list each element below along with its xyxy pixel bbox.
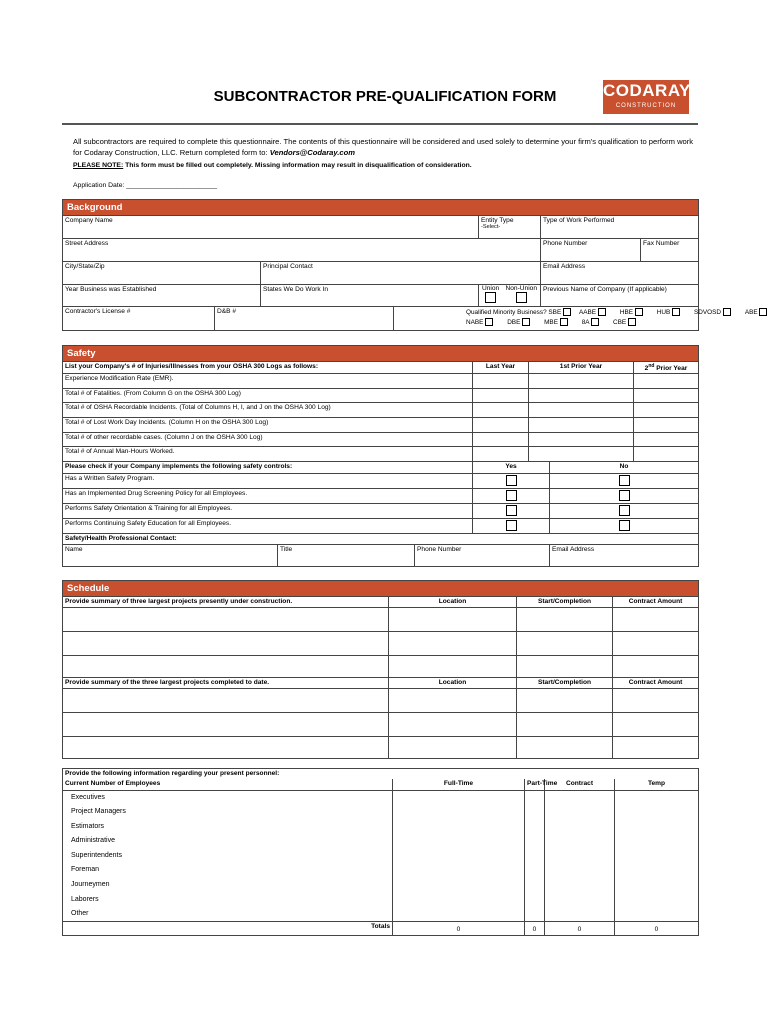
minority-row-1 [396, 308, 758, 318]
personnel-row [63, 820, 699, 835]
intro-body: All subcontractors are required to complete this questionnaire. The contents of this questionnaire will be considered and used solely to determine your firm's qualification to perform work for Codaray Construction, LLC. Return completed form to: [73, 137, 694, 157]
safety-row-label: Total # of Annual Man-Hours Worked. [63, 447, 473, 462]
no-cell [550, 503, 699, 518]
location-cell[interactable] [389, 689, 517, 713]
license-label: Contractor's License # [65, 308, 131, 315]
location-header-1: Location [389, 597, 517, 608]
hbe-label: HBE [619, 309, 633, 316]
personnel-row [63, 805, 699, 820]
mbe-label: MBE [544, 319, 558, 326]
prior2-cell[interactable] [634, 388, 699, 403]
no-checkbox[interactable] [619, 520, 630, 531]
contract-cell[interactable] [545, 820, 615, 835]
nabe-checkbox[interactable] [485, 318, 493, 326]
safety-row [63, 417, 699, 432]
please-note [73, 162, 472, 169]
part-time-cell[interactable] [525, 834, 545, 849]
safety-row-label: Total # of other recordable cases. (Column J on the OSHA 300 Log) [63, 432, 473, 447]
safety-header: Safety [63, 346, 699, 362]
non-union-option [505, 285, 537, 303]
project-cell[interactable] [63, 713, 389, 737]
prior2-header [634, 362, 699, 374]
contract-cell[interactable] [545, 805, 615, 820]
application-date[interactable]: Application Date: ________________________ [73, 182, 217, 189]
fax-field[interactable] [641, 239, 699, 262]
principal-contact-label: Principal Contact [263, 263, 313, 270]
prior1-cell[interactable] [529, 417, 634, 432]
role-label: Other [63, 907, 393, 922]
personnel-row [63, 878, 699, 893]
amount-cell[interactable] [613, 713, 699, 737]
under-construction-header: Provide summary of three largest projects presently under construction. [63, 597, 389, 608]
full-time-cell[interactable] [393, 791, 525, 806]
safety-phone-label: Phone Number [417, 545, 462, 553]
year-established-label: Year Business was Established [65, 286, 157, 293]
personnel-row [63, 834, 699, 849]
prior1-cell[interactable] [529, 374, 634, 389]
states-field[interactable] [261, 285, 479, 307]
safety-row-label: Total # of Fatalities. (From Column G on the OSHA 300 Log) [63, 388, 473, 403]
previous-name-label: Previous Name of Company (If applicable) [543, 286, 667, 293]
non-union-checkbox[interactable] [516, 292, 527, 303]
total-contract: 0 [545, 922, 615, 936]
personnel-row [63, 907, 699, 922]
note-label: PLEASE NOTE: [73, 162, 124, 169]
full-time-cell[interactable] [393, 849, 525, 864]
last-year-cell[interactable] [473, 388, 529, 403]
temp-cell[interactable] [615, 820, 699, 835]
hub-label: HUB [656, 309, 671, 316]
schedule-header: Schedule [63, 581, 699, 597]
abe-option [745, 308, 768, 318]
full-time-cell[interactable] [393, 805, 525, 820]
project-cell[interactable] [63, 608, 389, 632]
control-row [63, 473, 699, 488]
union-cell [479, 285, 541, 307]
personnel-row [63, 863, 699, 878]
personnel-header: Provide the following information regarding your present personnel: [63, 769, 699, 779]
safety-row-label: Total # of OSHA Recordable Incidents. (Total of Columns H, I, and J on the OSHA 300 Log) [63, 403, 473, 418]
entity-type-label: Entity Type [481, 217, 514, 224]
prior1-cell[interactable] [529, 447, 634, 462]
aabe-checkbox[interactable] [598, 308, 606, 316]
injuries-header: List your Company's # of Injuries/Illnesses from your OSHA 300 Logs as follows: [63, 362, 473, 374]
year-established-field[interactable] [63, 285, 261, 307]
header-divider [62, 123, 698, 125]
return-email: Vendors@Codaray.com [269, 148, 356, 157]
prior2-num: 2 [644, 365, 649, 373]
part-time-cell[interactable] [525, 863, 545, 878]
personnel-table [62, 768, 699, 936]
personnel-row [63, 893, 699, 908]
part-time-cell[interactable] [525, 820, 545, 835]
mbe-checkbox[interactable] [560, 318, 568, 326]
start-cell[interactable] [517, 689, 613, 713]
dbe-label: DBE [507, 319, 521, 326]
last-year-cell[interactable] [473, 374, 529, 389]
control-label: Performs Continuing Safety Education for all Employees. [63, 518, 473, 533]
minority-row-2 [396, 318, 696, 328]
current-employees-header: Current Number of Employees [63, 779, 393, 791]
control-label: Performs Safety Orientation & Training for all Employees. [63, 503, 473, 518]
8a-checkbox[interactable] [591, 318, 599, 326]
abe-checkbox[interactable] [759, 308, 767, 316]
safety-phone-field[interactable] [415, 544, 550, 566]
non-union-label: Non-Union [505, 285, 537, 292]
contract-cell[interactable] [545, 863, 615, 878]
yes-cell [473, 473, 550, 488]
logo-main-text: CODARAY [603, 81, 691, 100]
mbe-option [544, 318, 568, 328]
last-year-cell[interactable] [473, 432, 529, 447]
amount-cell[interactable] [613, 737, 699, 759]
nabe-option [466, 318, 493, 328]
amount-cell[interactable] [613, 632, 699, 656]
intro-text [73, 136, 698, 158]
safety-name-label: Name [65, 545, 83, 553]
temp-cell[interactable] [615, 863, 699, 878]
principal-contact-field[interactable] [261, 262, 541, 285]
phone-field[interactable] [541, 239, 641, 262]
project-cell[interactable] [63, 689, 389, 713]
part-time-cell[interactable] [525, 849, 545, 864]
cbe-checkbox[interactable] [628, 318, 636, 326]
street-address-label: Street Address [65, 240, 109, 247]
project-cell[interactable] [63, 632, 389, 656]
start-cell[interactable] [517, 656, 613, 678]
contract-cell[interactable] [545, 834, 615, 849]
control-row [63, 503, 699, 518]
full-time-cell[interactable] [393, 893, 525, 908]
safety-row [63, 403, 699, 418]
personnel-row [63, 849, 699, 864]
union-label: Union [482, 285, 500, 292]
abe-label: ABE [744, 309, 758, 316]
temp-cell[interactable] [615, 878, 699, 893]
yes-cell [473, 488, 550, 503]
totals-label: Totals [63, 922, 393, 936]
temp-cell[interactable] [615, 791, 699, 806]
role-label: Project Managers [63, 805, 393, 820]
safety-title-label: Title [280, 545, 293, 553]
sdvosd-option [694, 308, 731, 318]
amount-cell[interactable] [613, 689, 699, 713]
sbe-label: SBE [548, 309, 562, 316]
qmb-option [466, 308, 571, 318]
hbe-option [620, 308, 643, 318]
safety-email-field[interactable] [550, 544, 699, 566]
yes-cell [473, 518, 550, 533]
prior1-cell[interactable] [529, 403, 634, 418]
yes-checkbox[interactable] [506, 505, 517, 516]
prior2-cell[interactable] [634, 417, 699, 432]
safety-title-field[interactable] [278, 544, 415, 566]
controls-header: Please check if your Company implements the following safety controls: [63, 461, 473, 473]
location-cell[interactable] [389, 632, 517, 656]
license-field[interactable] [63, 307, 215, 331]
note-text: This form must be filled out completely. Missing information may result in disqualification of consideration. [125, 162, 472, 169]
full-time-header: Full-Time [393, 779, 525, 791]
company-name-label: Company Name [65, 217, 113, 224]
control-row [63, 488, 699, 503]
start-header-1: Start/Completion [517, 597, 613, 608]
no-checkbox[interactable] [619, 490, 630, 501]
company-logo [603, 80, 689, 114]
control-row [63, 518, 699, 533]
safety-row [63, 374, 699, 389]
full-time-cell[interactable] [393, 878, 525, 893]
prior2-cell[interactable] [634, 403, 699, 418]
dbe-option [507, 318, 530, 328]
8a-label: 8A [581, 319, 590, 326]
control-label: Has an Implemented Drug Screening Policy for all Employees. [63, 488, 473, 503]
control-label: Has a Written Safety Program. [63, 473, 473, 488]
safety-row [63, 432, 699, 447]
role-label: Executives [63, 791, 393, 806]
hbe-checkbox[interactable] [635, 308, 643, 316]
union-option [482, 285, 499, 303]
no-header: No [550, 461, 699, 473]
contract-cell[interactable] [545, 893, 615, 908]
8a-option [582, 318, 599, 328]
contract-cell[interactable] [545, 849, 615, 864]
hub-option [657, 308, 680, 318]
role-label: Laborers [63, 893, 393, 908]
part-time-cell[interactable] [525, 907, 545, 922]
location-cell[interactable] [389, 656, 517, 678]
completed-header: Provide summary of the three largest projects completed to date. [63, 678, 389, 689]
background-table [62, 199, 758, 331]
dnb-label: D&B # [217, 308, 237, 315]
union-checkbox[interactable] [485, 292, 496, 303]
prior2-cell[interactable] [634, 447, 699, 462]
part-time-cell[interactable] [525, 878, 545, 893]
temp-header: Temp [615, 779, 699, 791]
city-label: City/State/Zip [65, 263, 105, 270]
type-of-work-label: Type of Work Performed [543, 217, 615, 224]
prior1-cell[interactable] [529, 388, 634, 403]
start-cell[interactable] [517, 713, 613, 737]
full-time-cell[interactable] [393, 820, 525, 835]
safety-row [63, 447, 699, 462]
no-cell [550, 518, 699, 533]
yes-checkbox[interactable] [506, 490, 517, 501]
amount-cell[interactable] [613, 656, 699, 678]
no-checkbox[interactable] [619, 475, 630, 486]
role-label: Estimators [63, 820, 393, 835]
full-time-cell[interactable] [393, 863, 525, 878]
email-label: Email Address [543, 263, 586, 270]
cbe-option [613, 318, 636, 328]
prior2-rest: Prior Year [654, 365, 688, 373]
last-year-cell[interactable] [473, 417, 529, 432]
last-year-cell[interactable] [473, 403, 529, 418]
sdvosd-checkbox[interactable] [723, 308, 731, 316]
safety-table [62, 345, 699, 567]
sdvosd-label: SDVOSD [694, 309, 722, 316]
no-cell [550, 473, 699, 488]
minority-business-cell [394, 307, 758, 331]
start-cell[interactable] [517, 608, 613, 632]
start-header-2: Start/Completion [517, 678, 613, 689]
temp-cell[interactable] [615, 907, 699, 922]
yes-cell [473, 503, 550, 518]
dbe-checkbox[interactable] [522, 318, 530, 326]
safety-contact-header: Safety/Health Professional Contact: [63, 533, 699, 544]
temp-cell[interactable] [615, 834, 699, 849]
full-time-cell[interactable] [393, 907, 525, 922]
sbe-checkbox[interactable] [563, 308, 571, 316]
prior2-cell[interactable] [634, 374, 699, 389]
aabe-option [579, 308, 606, 318]
safety-name-field[interactable] [63, 544, 278, 566]
personnel-row [63, 791, 699, 806]
logo-sub-text: CONSTRUCTION [615, 103, 677, 109]
part-time-cell[interactable] [525, 791, 545, 806]
amount-cell[interactable] [613, 608, 699, 632]
last-year-header: Last Year [473, 362, 529, 374]
amount-header-1: Contract Amount [613, 597, 699, 608]
yes-header: Yes [473, 461, 550, 473]
company-name-field[interactable] [63, 216, 479, 239]
role-label: Foreman [63, 863, 393, 878]
contract-cell[interactable] [545, 791, 615, 806]
total-full-time: 0 [393, 922, 525, 936]
safety-row-label: Experience Modification Rate (EMR). [63, 374, 473, 389]
project-cell[interactable] [63, 737, 389, 759]
amount-header-2: Contract Amount [613, 678, 699, 689]
location-cell[interactable] [389, 608, 517, 632]
safety-row [63, 388, 699, 403]
last-year-cell[interactable] [473, 447, 529, 462]
fax-label: Fax Number [643, 240, 680, 247]
part-time-cell[interactable] [525, 805, 545, 820]
email-field[interactable] [541, 262, 699, 285]
phone-label: Phone Number [543, 240, 588, 247]
hub-checkbox[interactable] [672, 308, 680, 316]
location-cell[interactable] [389, 713, 517, 737]
location-header-2: Location [389, 678, 517, 689]
qmb-label: Qualified Minority Business? [466, 309, 547, 316]
dnb-field[interactable] [215, 307, 394, 331]
prior2-sup: nd [648, 363, 655, 369]
nabe-label: NABE [466, 319, 484, 326]
start-cell[interactable] [517, 632, 613, 656]
temp-cell[interactable] [615, 805, 699, 820]
full-time-cell[interactable] [393, 834, 525, 849]
contract-cell[interactable] [545, 907, 615, 922]
part-time-cell[interactable] [525, 893, 545, 908]
temp-cell[interactable] [615, 849, 699, 864]
aabe-label: AABE [579, 309, 597, 316]
role-label: Superintendents [63, 849, 393, 864]
previous-name-field[interactable] [541, 285, 699, 307]
yes-checkbox[interactable] [506, 475, 517, 486]
no-checkbox[interactable] [619, 505, 630, 516]
prior2-cell[interactable] [634, 432, 699, 447]
project-cell[interactable] [63, 656, 389, 678]
location-cell[interactable] [389, 737, 517, 759]
total-part-time: 0 [525, 922, 545, 936]
schedule-table [62, 580, 699, 759]
cbe-label: CBE [613, 319, 627, 326]
contract-header: Contract [545, 779, 615, 791]
entity-type-select[interactable]: -Select- [481, 224, 501, 230]
safety-row-label: Total # of Lost Work Day Incidents. (Column H on the OSHA 300 Log) [63, 417, 473, 432]
states-label: States We Do Work In [263, 286, 328, 293]
form-title: SUBCONTRACTOR PRE-QUALIFICATION FORM [213, 88, 557, 105]
city-field[interactable] [63, 262, 261, 285]
total-temp: 0 [615, 922, 699, 936]
prior1-header: 1st Prior Year [529, 362, 634, 374]
part-time-header: Part-Time [525, 779, 545, 791]
no-cell [550, 488, 699, 503]
safety-email-label: Email Address [552, 545, 595, 553]
temp-cell[interactable] [615, 893, 699, 908]
yes-checkbox[interactable] [506, 520, 517, 531]
background-header: Background [63, 200, 699, 216]
prior1-cell[interactable] [529, 432, 634, 447]
contract-cell[interactable] [545, 878, 615, 893]
street-address-field[interactable] [63, 239, 541, 262]
role-label: Administrative [63, 834, 393, 849]
start-cell[interactable] [517, 737, 613, 759]
type-of-work-field[interactable] [541, 216, 699, 239]
role-label: Journeymen [63, 878, 393, 893]
entity-type-field[interactable] [479, 216, 541, 239]
